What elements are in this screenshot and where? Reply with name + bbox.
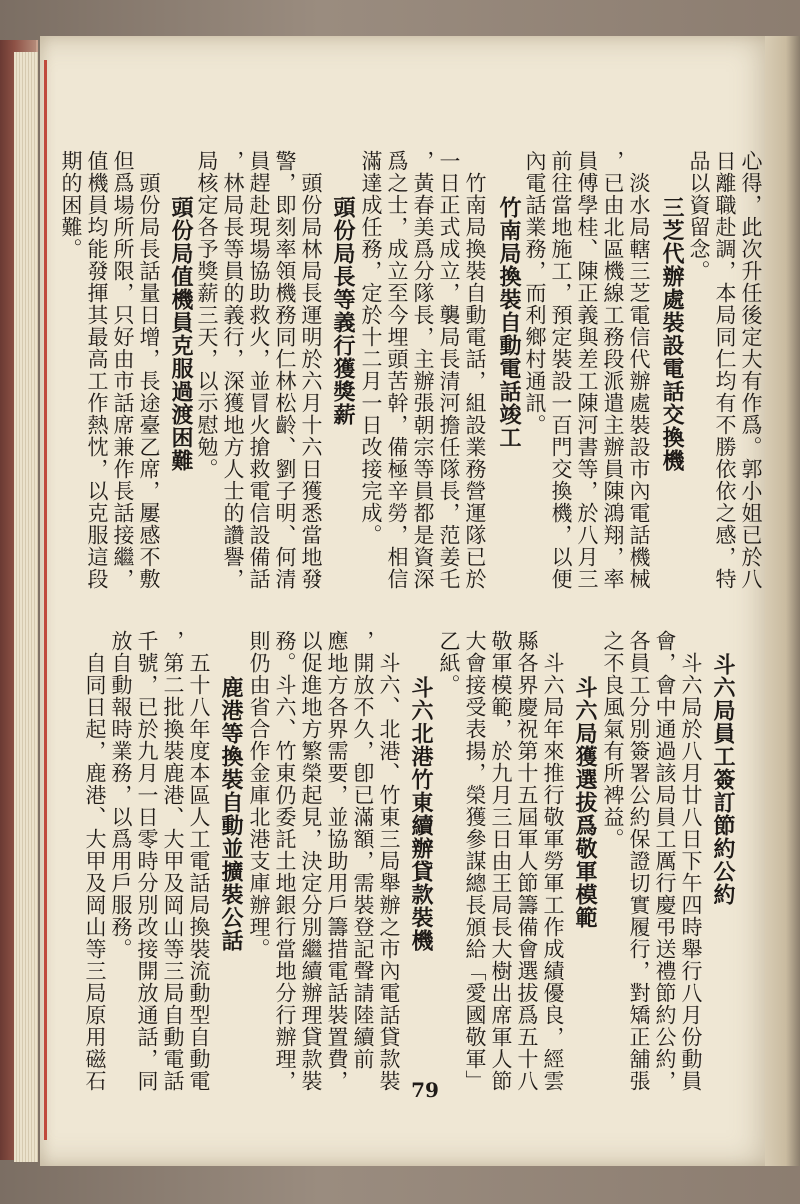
- text-column: 各員工分別簽署公約保證切實履行，對矯正舖張: [627, 630, 651, 1092]
- article-heading: 三芝代辦處裝設電話交換機: [659, 150, 685, 472]
- text-column: ，開放不久，卽已滿額，需裝登記聲請陸續前: [351, 630, 375, 1070]
- article-heading: 斗六北港竹東續辦貸款裝機: [408, 630, 434, 952]
- text-column: 會，會中通過該局員工厲行慶弔送禮節約公約，: [653, 630, 677, 1092]
- text-column: 淡水局轄三芝電信代辦處裝設市內電話機械: [627, 172, 651, 590]
- text-column: 斗六局年來推行敬軍勞軍工作成績優良，經雲: [541, 652, 565, 1092]
- text-column: 心得，此次升任後定大有作爲。郭小姐已於八: [739, 150, 763, 590]
- text-column: 內電話業務，而利鄉村通訊。: [523, 150, 547, 436]
- text-column: ，第二批換裝鹿港、大甲及岡山等三局自動電話: [161, 630, 185, 1092]
- text-column: 以促進地方繁榮起見，決定分別繼續辦理貸款裝: [299, 630, 323, 1092]
- text-column: 斗六局於八月廿八日下午四時舉行八月份動員: [679, 652, 703, 1092]
- text-column: 滿達成任務，定於十二月一日改接完成。: [359, 150, 383, 546]
- article-heading: 斗六局員工簽訂節約公約: [710, 630, 736, 906]
- text-column: 爲之士，成立至今埋頭苦幹，備極辛勞，相信: [385, 150, 409, 590]
- text-column: 頭份局林局長運明於六月十六日獲悉當地發: [299, 172, 323, 590]
- article-heading: 斗六局獲選拔爲敬軍模範: [572, 630, 598, 929]
- text-column: 值機員均能發揮其最高工作熱忱，以克服這段: [85, 150, 109, 590]
- text-column: 日離職赴調，本局同仁均有不勝依依之感，特: [713, 150, 737, 590]
- text-column: 縣各界慶祝第十五屆軍人節籌備會選拔爲五十八: [515, 630, 539, 1092]
- text-column: 但爲場所所限，只好由市話席兼作長話接繼，: [111, 150, 135, 590]
- page-stack: [14, 52, 38, 1162]
- text-column: 竹南局換裝自動電話，組設業務營運隊已於: [463, 172, 487, 590]
- text-column: 員趕赴現場協助救火，並冒火搶救電信設備話: [247, 150, 271, 590]
- spine-line: [44, 60, 47, 1140]
- text-column: 一日正式成立，襲局長清河擔任隊長，范姜乇: [437, 150, 461, 590]
- text-column: ，黃春美爲分隊長，主辦張朝宗等員都是資深: [411, 150, 435, 590]
- article-heading: 竹南局換裝自動電話竣工: [496, 150, 522, 449]
- text-column: 敬軍模範，於九月三日由王局長大樹出席軍人節: [489, 630, 513, 1092]
- text-column: ，林局長等員的義行，深獲地方人士的讚譽，: [221, 150, 245, 590]
- text-column: ，已由北區機線工務段派遣主辦員陳鴻翔，率: [601, 150, 625, 590]
- text-column: 前往當地施工，預定裝設一百門交換機，以便: [549, 150, 573, 590]
- article-heading: 頭份局值機員克服過渡困難: [168, 150, 194, 472]
- text-column: 大會接受表揚，榮獲參謀總長頒給「愛國敬軍」: [463, 630, 487, 1092]
- text-column: 自同日起，鹿港、大甲及岡山等三局原用磁石: [83, 652, 107, 1092]
- text-column: 員傅學桂、陳正義與差工陳河書等，於八月三: [575, 150, 599, 590]
- article-heading: 鹿港等換裝自動並擴裝公話: [218, 630, 244, 952]
- text-column: 千號，已於九月一日零時分別改接開放通話，同: [135, 630, 159, 1092]
- page-right-edge: [765, 36, 800, 1166]
- text-column: 警，即刻率領機務同仁林松齡、劉子明、何清: [273, 150, 297, 590]
- text-column: 五十八年度本區人工電話局換裝流動型自動電: [187, 652, 211, 1092]
- text-column: 品以資留念。: [687, 150, 711, 282]
- text-column: 之不良風氣有所裨益。: [601, 630, 625, 850]
- text-column: 應地方各界需要，並協助用戶籌措電話裝置費，: [325, 630, 349, 1092]
- article-heading: 頭份局長等義行獲獎薪: [330, 150, 356, 426]
- text-column: 期的困難。: [59, 150, 83, 260]
- text-column: 局核定各予獎薪三天，以示慰勉。: [195, 150, 219, 480]
- text-column: 放自動報時業務，以爲用戶服務。: [109, 630, 133, 960]
- text-column: 務。斗六、竹東仍委託土地銀行當地分行辦理，: [273, 630, 297, 1092]
- text-column: 則仍由省合作金庫北港支庫辦理。: [247, 630, 271, 960]
- text-column: 頭份局長話量日增，長途臺乙席，屢感不敷: [137, 172, 161, 590]
- text-column: 斗六、北港、竹東三局舉辦之市內電話貸款裝: [377, 652, 401, 1092]
- page-number: 79: [411, 1078, 439, 1102]
- text-column: 乙紙。: [437, 630, 461, 696]
